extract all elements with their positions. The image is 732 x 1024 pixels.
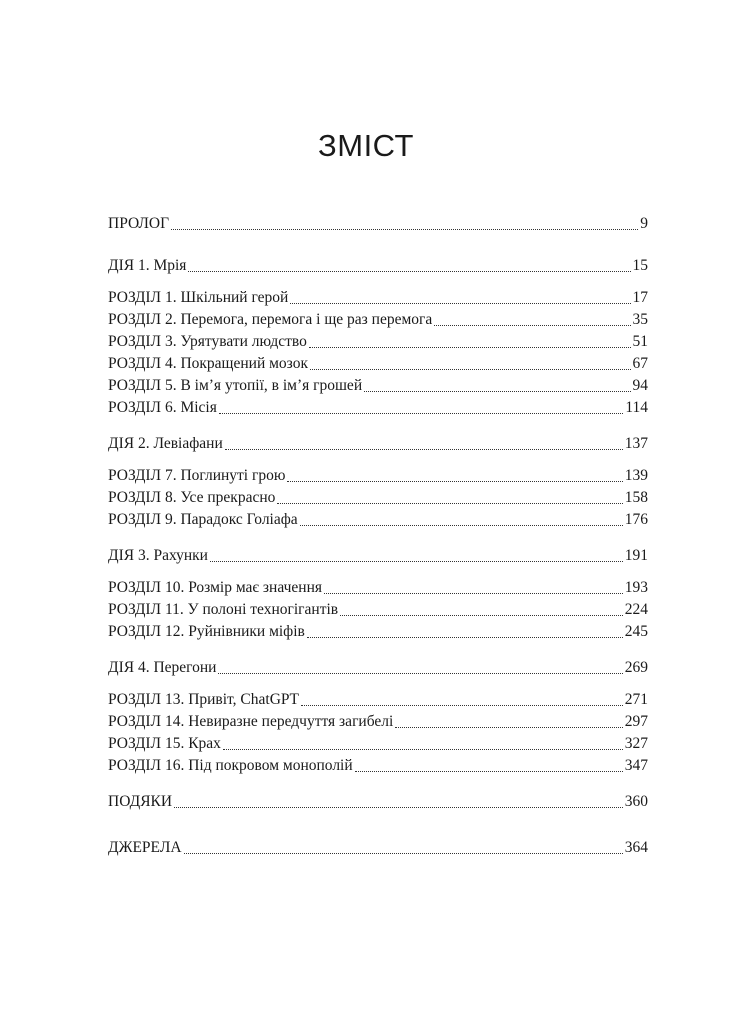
toc-entry-chapter-13 [108, 688, 648, 710]
dot-leader [174, 807, 623, 808]
toc-entry-act-2 [108, 432, 648, 454]
toc-entry-page: 15 [632, 257, 648, 274]
toc-entry-page: 158 [624, 489, 648, 506]
toc-entry-title: РОЗДІЛ 9. Парадокс Голіафа [108, 511, 298, 528]
dot-leader [188, 271, 630, 272]
dot-leader [300, 525, 623, 526]
dot-leader [301, 705, 623, 706]
toc-entry-chapter-2 [108, 308, 648, 330]
dot-leader [395, 727, 622, 728]
toc-entry-prologue [108, 212, 648, 234]
toc-entry-acknowledgements [108, 790, 648, 812]
toc-entry-page: 224 [624, 601, 648, 618]
toc-entry-chapter-15 [108, 732, 648, 754]
toc-entry-title: РОЗДІЛ 1. Шкільний герой [108, 289, 289, 306]
toc-entry-title: ДІЯ 1. Мрія [108, 257, 187, 274]
toc-entry-page: 17 [632, 289, 648, 306]
toc-entry-chapter-8 [108, 486, 648, 508]
dot-leader [309, 347, 631, 348]
toc-entry-title: РОЗДІЛ 4. Покращений мозок [108, 355, 308, 372]
toc-entry-chapter-12 [108, 620, 648, 642]
dot-leader [184, 853, 623, 854]
toc-entry-page: 297 [624, 713, 648, 730]
toc-entry-title: РОЗДІЛ 10. Розмір має значення [108, 579, 323, 596]
toc-entry-title: ДІЯ 3. Рахунки [108, 547, 208, 564]
toc-entry-title: РОЗДІЛ 13. Привіт, ChatGPT [108, 691, 299, 708]
toc-entry-title: ПОДЯКИ [108, 793, 173, 810]
dot-leader [218, 673, 622, 674]
toc-entry-title: ДІЯ 4. Перегони [108, 659, 217, 676]
dot-leader [225, 449, 623, 450]
page-title: ЗМІСТ [318, 128, 414, 163]
toc-entry-chapter-11 [108, 598, 648, 620]
toc-entry-page: 191 [624, 547, 648, 564]
toc-entry-page: 139 [624, 467, 648, 484]
toc-entry-page: 67 [632, 355, 648, 372]
dot-leader [434, 325, 630, 326]
toc-entry-page: 269 [624, 659, 648, 676]
toc-entry-chapter-9 [108, 508, 648, 530]
toc-entry-title: ДІЯ 2. Левіафани [108, 435, 223, 452]
toc-entry-chapter-10 [108, 576, 648, 598]
toc-entry-title: РОЗДІЛ 6. Місія [108, 399, 217, 416]
toc-entry-page: 271 [624, 691, 648, 708]
toc-entry-chapter-5 [108, 374, 648, 396]
toc-entry-title: ПРОЛОГ [108, 215, 170, 232]
dot-leader [219, 413, 623, 414]
dot-leader [340, 615, 623, 616]
toc-entry-chapter-6 [108, 396, 648, 418]
dot-leader [287, 481, 622, 482]
toc-entry-page: 193 [624, 579, 648, 596]
toc-entry-title: РОЗДІЛ 7. Поглинуті грою [108, 467, 286, 484]
dot-leader [290, 303, 630, 304]
toc-entry-act-4 [108, 656, 648, 678]
dot-leader [355, 771, 623, 772]
toc-entry-title: ДЖЕРЕЛА [108, 839, 182, 856]
toc-entry-chapter-3 [108, 330, 648, 352]
toc-entry-title: РОЗДІЛ 2. Перемога, перемога і ще раз перемога [108, 311, 433, 328]
toc-entry-page: 51 [632, 333, 648, 350]
toc-entry-title: РОЗДІЛ 8. Усе прекрасно [108, 489, 276, 506]
toc-entry-page: 360 [624, 793, 648, 810]
dot-leader [364, 391, 630, 392]
dot-leader [223, 749, 623, 750]
toc-entry-title: РОЗДІЛ 3. Урятувати людство [108, 333, 307, 350]
toc-entry-page: 245 [624, 623, 648, 640]
toc-entry-chapter-4 [108, 352, 648, 374]
dot-leader [324, 593, 623, 594]
toc-entry-page: 327 [624, 735, 648, 752]
toc-entry-act-1 [108, 254, 648, 276]
toc-entry-sources [108, 836, 648, 858]
toc-entry-chapter-7 [108, 464, 648, 486]
toc-entry-page: 176 [624, 511, 648, 528]
toc-entry-title: РОЗДІЛ 16. Під покровом монополій [108, 757, 353, 774]
toc-entry-chapter-14 [108, 710, 648, 732]
toc-entry-page: 347 [624, 757, 648, 774]
toc-entry-title: РОЗДІЛ 5. В ім’я утопії, в ім’я грошей [108, 377, 363, 394]
toc-entry-title: РОЗДІЛ 15. Крах [108, 735, 221, 752]
toc-entry-act-3 [108, 544, 648, 566]
toc-entry-page: 114 [625, 399, 648, 416]
toc-entry-page: 94 [632, 377, 648, 394]
dot-leader [310, 369, 631, 370]
toc-entry-page: 137 [624, 435, 648, 452]
dot-leader [277, 503, 622, 504]
dot-leader [307, 637, 623, 638]
dot-leader [171, 229, 638, 230]
dot-leader [210, 561, 623, 562]
toc-entry-chapter-1 [108, 286, 648, 308]
toc-entry-page: 9 [640, 215, 648, 232]
toc-entry-page: 35 [632, 311, 648, 328]
toc-entry-title: РОЗДІЛ 14. Невиразне передчуття загибелі [108, 713, 394, 730]
toc-entry-title: РОЗДІЛ 11. У полоні техногігантів [108, 601, 339, 618]
toc-entry-page: 364 [624, 839, 648, 856]
toc-entry-title: РОЗДІЛ 12. Руйнівники міфів [108, 623, 305, 640]
toc-entry-chapter-16 [108, 754, 648, 776]
